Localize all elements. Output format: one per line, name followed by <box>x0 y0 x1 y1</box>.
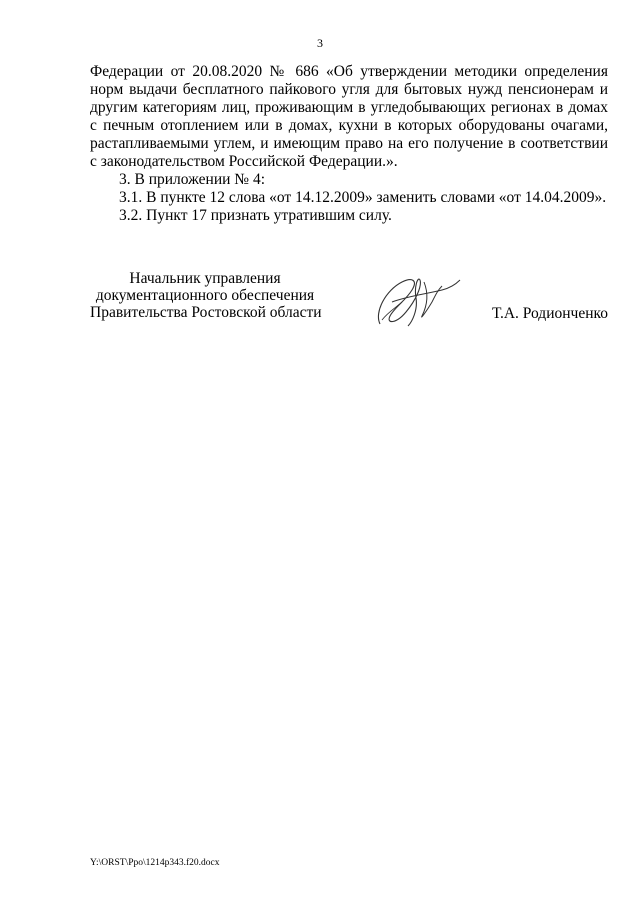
item-3: 3. В приложении № 4: <box>119 171 266 188</box>
item-3-2: 3.2. Пункт 17 признать утратившим силу. <box>119 207 392 224</box>
item-3-1: 3.1. В пункте 12 слова «от 14.12.2009» заменить словами «от 14.04.2009». <box>119 189 607 206</box>
paragraph-continuation: Федерации от 20.08.2020 № 686 «Об утверждении методики определения норм выдачи бесплатного пайкового угля для бытовых нужд пенсионерам и другим категориям лиц, проживающим в угледобывающих регионах в домах с печным отоплением или в домах, кухни в которых оборудованы очагами, растапливаемыми углем, и имеющим право на его получение в соответствии с законодательством Российской Федерации.». <box>90 63 608 170</box>
handwritten-signature <box>372 272 462 330</box>
signatory-title-line-3: Правительства Ростовской области <box>90 304 322 321</box>
document-body <box>90 63 608 225</box>
signatory-title-line-2: документационного обеспечения <box>95 287 315 304</box>
page-number: 3 <box>317 36 323 50</box>
signer-name: Т.А. Родионченко <box>492 305 608 322</box>
footer-file-path: Y:\ORST\Ppo\1214p343.f20.docx <box>90 858 220 868</box>
signatory-title <box>90 270 320 321</box>
signatory-title-line-1: Начальник управления <box>129 270 281 287</box>
